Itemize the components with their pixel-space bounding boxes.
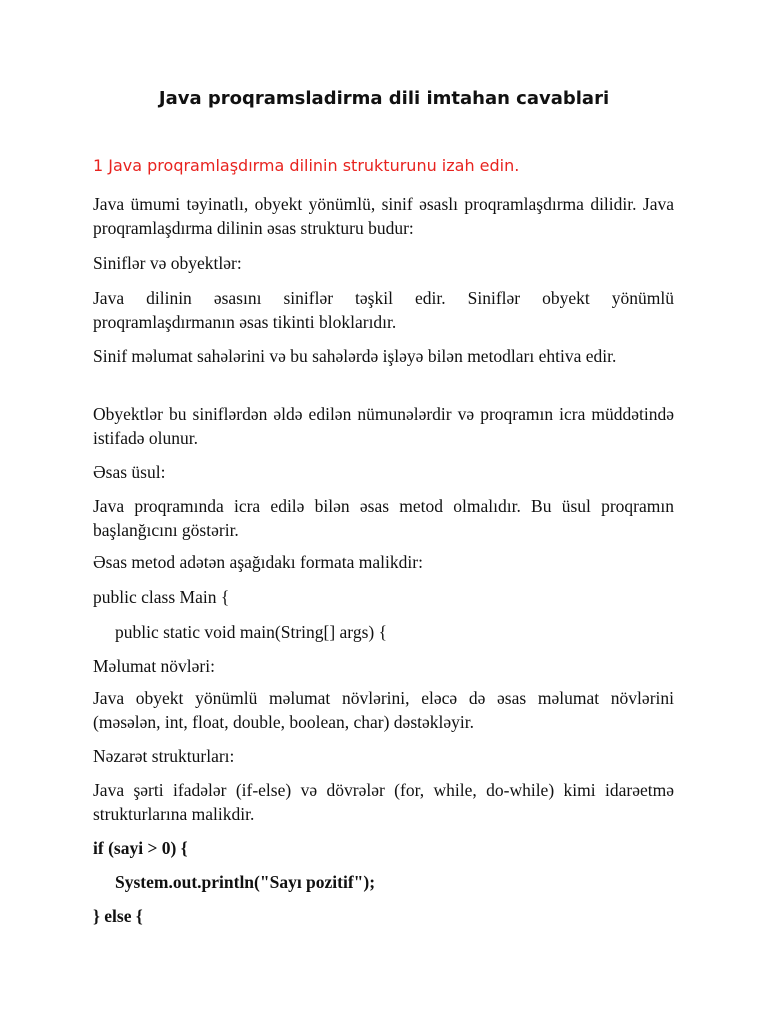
paragraph-intro: Java ümumi təyinatlı, obyekt yönümlü, sinif əsaslı proqramlaşdırma dilidir. Java proqramlaşdırma dilinin əsas strukturu budur:: [93, 194, 674, 238]
section-heading-classes: Siniflər və obyektlər:: [93, 253, 242, 273]
question-heading: 1 Java proqramlaşdırma dilinin strukturunu izah edin.: [93, 156, 520, 175]
code-line-else: } else {: [93, 906, 143, 926]
paragraph-data-types: Java obyekt yönümlü məlumat növlərini, eləcə də əsas məlumat növlərini (məsələn, int, float, double, boolean, char) dəstəkləyir.: [93, 688, 674, 732]
document-title: Java proqramsladirma dili imtahan cavablari: [158, 88, 610, 109]
section-heading-main-method: Əsas üsul:: [93, 462, 166, 482]
paragraph-class-fields: Sinif məlumat sahələrini və bu sahələrdə işləyə bilən metodları ehtiva edir.: [93, 346, 617, 366]
section-heading-control: Nəzarət strukturları:: [93, 746, 235, 766]
paragraph-main-format: Əsas metod adətən aşağıdakı formata malikdir:: [93, 552, 423, 572]
paragraph-control: Java şərti ifadələr (if-else) və dövrələr (for, while, do-while) kimi idarəetmə strukturlarına malikdir.: [93, 780, 674, 824]
code-line-main: public static void main(String[] args) {: [115, 622, 387, 642]
paragraph-main-method: Java proqramında icra edilə bilən əsas metod olmalıdır. Bu üsul proqramın başlanğıcını göstərir.: [93, 496, 674, 540]
paragraph-objects: Obyektlər bu siniflərdən əldə edilən nümunələrdir və proqramın icra müddətində istifadə olunur.: [93, 404, 674, 448]
paragraph-classes: Java dilinin əsasını siniflər təşkil edir. Siniflər obyekt yönümlü proqramlaşdırmanın əsas tikinti bloklarıdır.: [93, 288, 674, 332]
section-heading-data-types: Məlumat növləri:: [93, 656, 215, 676]
code-line-println: System.out.println("Sayı pozitif");: [115, 872, 376, 892]
code-line-class: public class Main {: [93, 587, 230, 607]
code-line-if: if (sayi > 0) {: [93, 838, 188, 858]
